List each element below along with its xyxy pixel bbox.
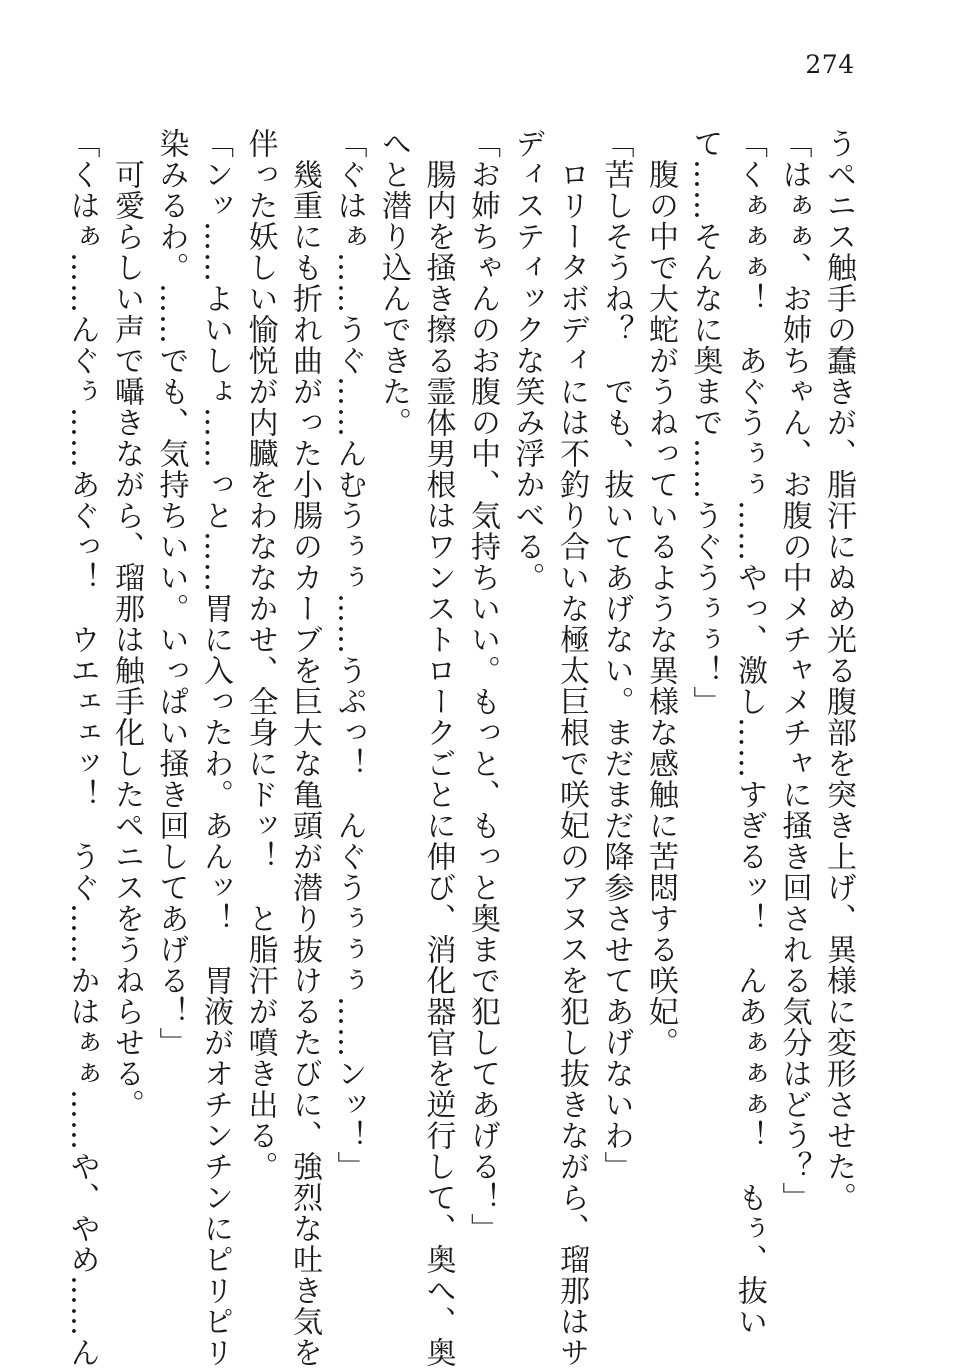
text-line: うペニス触手の蠢きが、脂汗にぬめ光る腹部を突き上げ、異様に変形させた。 bbox=[821, 128, 856, 1213]
text-line: 染みるわ。……でも、気持ちいい。いっぱい掻き回してあげる！」 bbox=[153, 128, 189, 1058]
text-line: 「くはぁ……んぐぅ……あぐっ！ ウエェェッ！ うぐ……かはぁぁ……や、やめ……ん bbox=[64, 128, 100, 1368]
text-line: 腸内を掻き擦る霊体男根はワンストロークごとに伸び、消化器官を逆行して、奥へ、奥 bbox=[420, 128, 456, 1368]
text-line: 腹の中で大蛇がうねっているような異様な感触に苦悶する咲妃。 bbox=[643, 128, 678, 1058]
text-line: ディスティックな笑み浮かべる。 bbox=[509, 128, 545, 593]
text-line: 「お姉ちゃんのお腹の中、気持ちいい。もっと、もっと奥まで犯してあげる！」 bbox=[465, 128, 500, 1244]
text-line: ロリータボディには不釣り合いな極太巨根で咲妃のアヌスを犯し抜きながら、瑠那はサ bbox=[554, 128, 589, 1368]
text-line: 「ぐはぁ……うぐ……んむうぅぅ……うぷっ！ んぐうぅぅぅ……ンッ！」 bbox=[331, 128, 367, 1182]
text-line: て……そんなに奥まで……うぐうぅぅ！」 bbox=[687, 128, 723, 717]
body-text bbox=[64, 128, 860, 1368]
text-line: 「ンッ……よいしょ……っと……胃に入ったわ。あんッ！ 胃液がオチンチンにピリピリ bbox=[198, 128, 233, 1368]
text-line: 「くぁぁぁ！ あぐうぅぅ……やっ、激し……すぎるッ！ んあぁぁぁ！ もぅ、抜い bbox=[732, 128, 767, 1337]
text-line: 「苦しそうね？ でも、抜いてあげない。まだまだ降参させてあげないわ」 bbox=[598, 128, 634, 1182]
text-line: へと潜り込んできた。 bbox=[376, 128, 411, 438]
text-line: 伴った妖しい愉悦が内臓をわななかせ、全身にドッ！ と脂汗が噴き出る。 bbox=[242, 128, 278, 1182]
page-number: 274 bbox=[805, 50, 855, 79]
text-line: 「はぁぁ、お姉ちゃん、お腹の中メチャメチャに掻き回される気分はどう？」 bbox=[776, 128, 812, 1213]
text-line: 可愛らしい声で囁きながら、瑠那は触手化したペニスをうねらせる。 bbox=[109, 128, 144, 1120]
text-line: 幾重にも折れ曲がった小腸のカーブを巨大な亀頭が潜り抜けるたびに、強烈な吐き気を bbox=[287, 128, 322, 1368]
